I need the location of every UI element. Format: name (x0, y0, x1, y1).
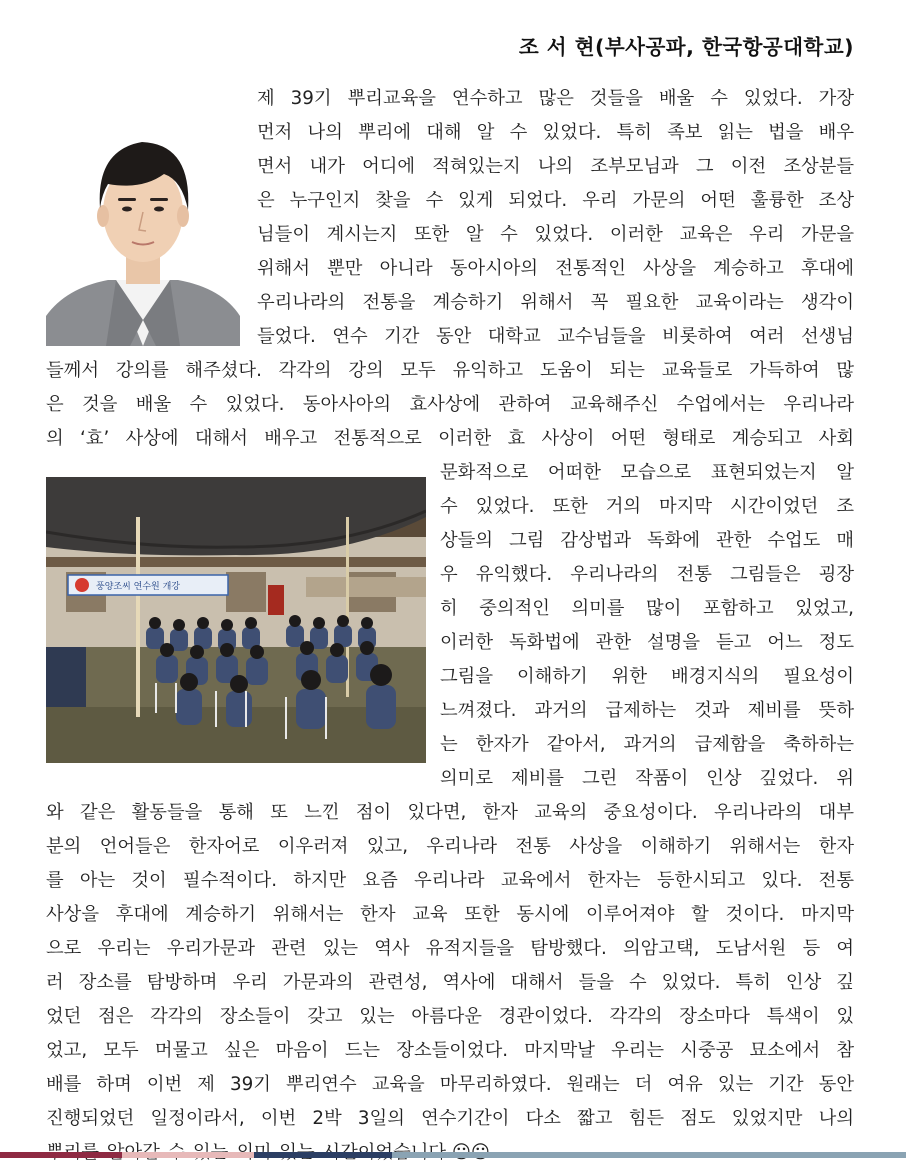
text-line: 배를 하며 이번 제 39기 뿌리연수 교육을 마무리하였다. 원래는 더 여유 있는 기간 동안 (46, 1074, 854, 1095)
text-line: 와 같은 활동들을 통해 또 느낀 점이 있다면, 한자 교육의 중요성이다. 우리나라의 대부 (46, 802, 854, 823)
author-byline: 조 서 현(부사공파, 한국항공대학교) (518, 35, 854, 59)
text-line: 는 한자가 같아서, 과거의 급제함을 축하하는 (440, 734, 854, 755)
text-line: 의 ‘효’ 사상에 대해서 배우고 전통적으로 이러한 효 사상이 어떤 형태로 계승되고 사회 (46, 428, 854, 449)
text-line: 사상을 후대에 계승하기 위해서는 한자 교육 또한 동시에 이루어져야 할 것이다. 마지막 (46, 904, 854, 925)
text-line: 그림을 이해하기 위한 배경지식의 필요성이 (440, 666, 854, 687)
text-line: 제 39기 뿌리교육을 연수하고 많은 것들을 배울 수 있었다. 가장 (257, 88, 854, 109)
text-line: 우리나라의 전통을 계승하기 위해서 꼭 필요한 교육이라는 생각이 (257, 292, 854, 313)
footer-bar-pink (122, 1152, 254, 1158)
portrait-illustration (46, 120, 240, 346)
text-line: 위해서 뿐만 아니라 동아시아의 전통적인 사상을 계승하고 후대에 (257, 258, 854, 279)
text-line: 히 중의적인 의미를 많이 포함하고 있었고, (440, 598, 854, 619)
text-line: 우 유익했다. 우리나라의 전통 그림들은 굉장 (440, 564, 854, 585)
text-line: 었던 점은 각각의 장소들이 갖고 있는 아름다운 경관이었다. 각각의 장소마다 특색이 있 (46, 1006, 854, 1027)
footer-bar-maroon (0, 1152, 122, 1158)
text-line: 은 누구인지 찾을 수 있게 되었다. 우리 가문의 어떤 훌륭한 조상 (257, 190, 854, 211)
text-line: 은 것을 배울 수 있었다. 동아사아의 효사상에 관하여 교육해주신 수업에서는 우리나라 (46, 394, 854, 415)
text-line: 님들이 계시는지 또한 알 수 있었다. 이러한 교육은 우리 가문을 (257, 224, 854, 245)
author-portrait (46, 120, 240, 346)
text-line: 먼저 나의 뿌리에 대해 알 수 있었다. 특히 족보 읽는 법을 배우 (257, 122, 854, 143)
text-line: 었고, 모두 머물고 싶은 마음이 드는 장소들이었다. 마지막날 우리는 시중공 묘소에서 참 (46, 1040, 854, 1061)
banner-text: 풍양조씨 연수원 개강 (96, 582, 180, 592)
text-line: 의미로 제비를 그린 작품이 인상 깊었다. 위 (440, 768, 854, 789)
lecture-tent-photo (46, 477, 426, 763)
text-line: 진행되었던 일정이라서, 이번 2박 3일의 연수기간이 다소 짧고 힘든 점도 있었지만 나의 (46, 1108, 854, 1129)
text-line: 면서 내가 어디에 적혀있는지 나의 조부모님과 그 이전 조상분들 (257, 156, 854, 177)
lecture-tent-illustration (46, 477, 426, 763)
text-line: 러 장소를 탐방하며 우리 가문과의 관련성, 역사에 대해서 들을 수 있었다. 특히 인상 깊 (46, 972, 854, 993)
footer-bar-steel (392, 1152, 906, 1158)
text-line: 으로 우리는 우리가문과 관련 있는 역사 유적지들을 탐방했다. 의암고택, 도남서원 등 여 (46, 938, 854, 959)
text-line: 들께서 강의를 해주셨다. 각각의 강의 모두 유익하고 도움이 되는 교육들로 가득하여 많 (46, 360, 854, 381)
text-line: 이러한 독화법에 관한 설명을 듣고 어느 정도 (440, 632, 854, 653)
text-line: 느껴졌다. 과거의 급제하는 것과 제비를 뜻하 (440, 700, 854, 721)
text-line: 상들의 그림 감상법과 독화에 관한 수업도 매 (440, 530, 854, 551)
text-line: 를 아는 것이 필수적이다. 하지만 요즘 우리나라 교육에서 한자는 등한시되고 있다. 전통 (46, 870, 854, 891)
text-line: 분의 언어들은 한자어로 이우러져 있고, 우리나라 전통 사상을 이해하기 위해서는 한자 (46, 836, 854, 857)
text-line: 문화적으로 어떠한 모습으로 표현되었는지 알 (440, 462, 854, 483)
text-line: 수 있었다. 또한 거의 마지막 시간이었던 조 (440, 496, 854, 517)
text-line: 들었다. 연수 기간 동안 대학교 교수님들을 비롯하여 여러 선생님 (257, 326, 854, 347)
footer-bar-navy (254, 1152, 392, 1158)
